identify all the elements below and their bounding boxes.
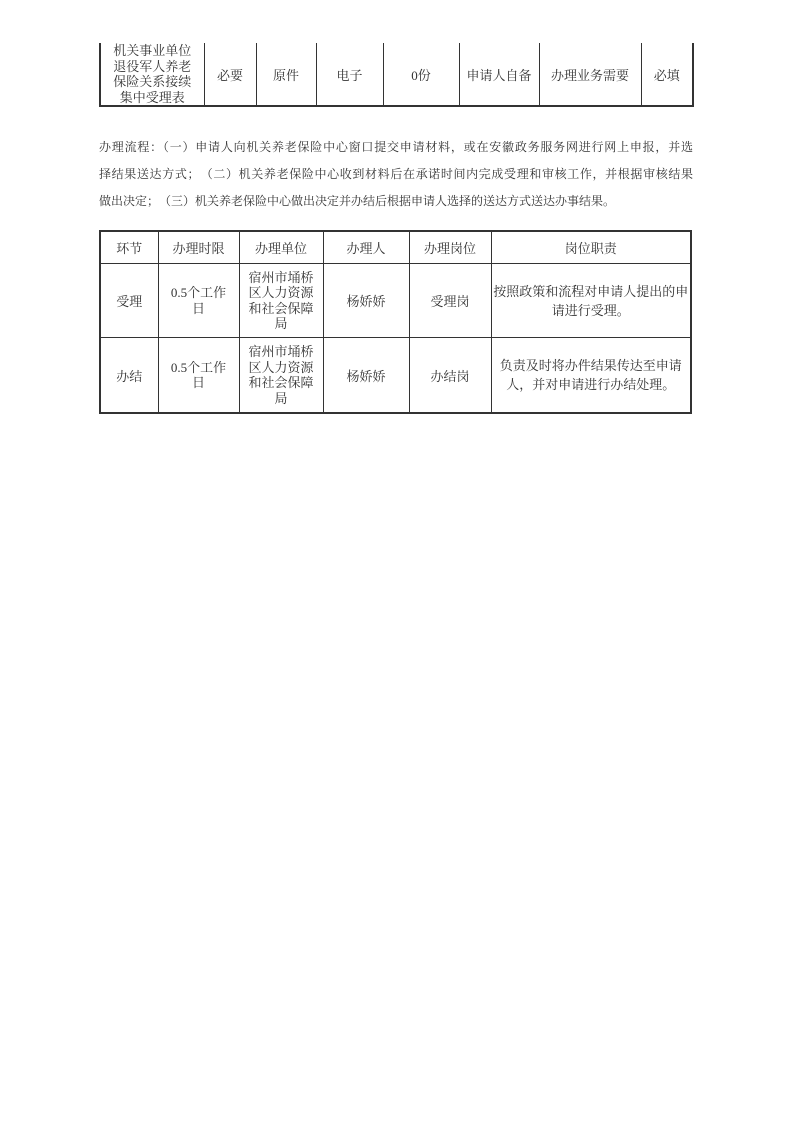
duty-text: 按照政策和流程对申请人提出的申请进行受理。 <box>493 283 689 318</box>
header-cell-step: 环节 <box>100 231 158 264</box>
materials-row <box>100 43 693 106</box>
unit-text: 宿州市埇桥区人力资源和社会保障局 <box>248 269 314 331</box>
time-limit-text: 0.5个工作日 <box>170 359 227 390</box>
materials-table-continuation <box>99 43 694 107</box>
materials-cell-2: 原件 <box>256 43 316 106</box>
time-limit-cell <box>158 338 239 414</box>
header-cell-time-limit: 办理时限 <box>158 231 239 264</box>
header-cell-handler: 办理人 <box>323 231 409 264</box>
post-cell: 办结岗 <box>409 338 491 414</box>
duty-cell <box>491 264 691 338</box>
process-paragraph-line-3: 做出决定； （三）机关养老保险中心做出决定并办结后根据申请人选择的送达方式送达办事结果。 <box>99 194 616 208</box>
handler-cell: 杨娇娇 <box>323 264 409 338</box>
material-name-cell <box>100 43 204 106</box>
materials-cell-5: 申请人自备 <box>459 43 539 106</box>
handler-cell: 杨娇娇 <box>323 338 409 414</box>
steps-row-complete <box>100 338 691 414</box>
time-limit-cell <box>158 264 239 338</box>
unit-cell <box>239 338 323 414</box>
material-name-text: 机关事业单位退役军人养老保险关系接续集中受理表 <box>113 43 192 105</box>
unit-text: 宿州市埇桥区人力资源和社会保障局 <box>248 344 314 406</box>
header-cell-duty: 岗位职责 <box>491 231 691 264</box>
process-paragraph-line-1: 办理流程：（一）申请人向机关养老保险中心窗口提交申请材料，或在安徽政务服务网进行网上申报，并选 <box>99 140 693 154</box>
header-cell-post: 办理岗位 <box>409 231 491 264</box>
steps-table <box>99 230 692 414</box>
process-paragraph-line-2: 择结果送达方式； （二）机关养老保险中心收到材料后在承诺时间内完成受理和审核工作，并根据审核结果 <box>99 167 693 181</box>
materials-cell-4: 0份 <box>383 43 459 106</box>
materials-cell-1: 必要 <box>204 43 256 106</box>
time-limit-text: 0.5个工作日 <box>170 285 227 316</box>
duty-cell <box>491 338 691 414</box>
materials-cell-6: 办理业务需要 <box>539 43 641 106</box>
duty-text: 负责及时将办件结果传达至申请人，并对申请进行办结处理。 <box>499 358 682 392</box>
unit-cell <box>239 264 323 338</box>
post-cell: 受理岗 <box>409 264 491 338</box>
process-paragraph <box>99 134 693 215</box>
steps-row-accept <box>100 264 691 338</box>
materials-cell-7: 必填 <box>641 43 693 106</box>
step-name-cell: 受理 <box>100 264 158 338</box>
step-name-cell: 办结 <box>100 338 158 414</box>
materials-cell-3: 电子 <box>316 43 383 106</box>
steps-header-row <box>100 231 691 264</box>
header-cell-unit: 办理单位 <box>239 231 323 264</box>
